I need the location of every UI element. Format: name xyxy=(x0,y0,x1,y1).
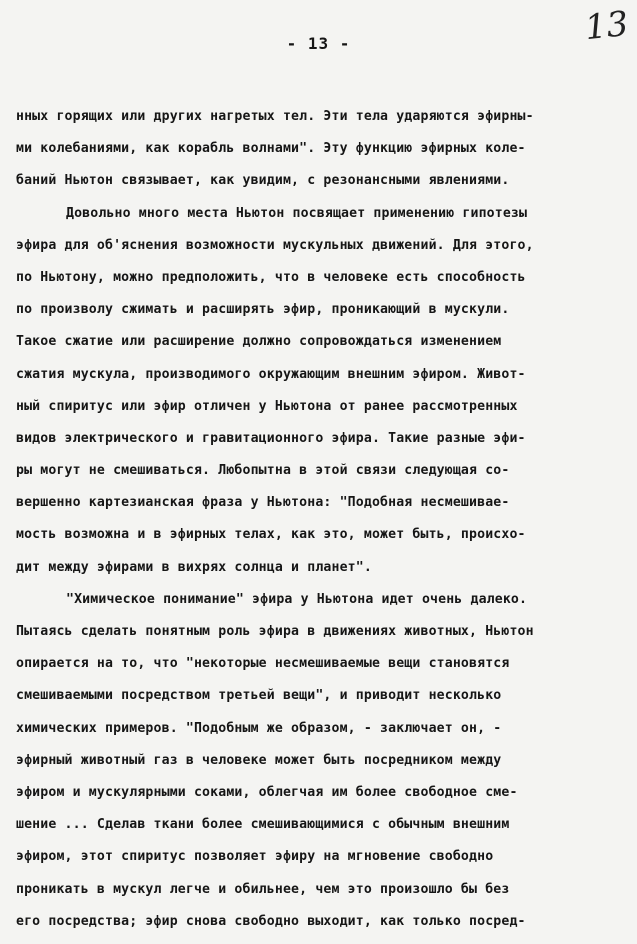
text-line: по Ньютону, можно предположить, что в человеке есть способность xyxy=(16,269,526,285)
text-line: мость возможна и в эфирных телах, как это, может быть, происхо- xyxy=(16,527,526,543)
text-line: сжатия мускула, производимого окружающим внешним эфиром. Живот- xyxy=(16,366,526,382)
text-line: эфиром, этот спиритус позволяет эфиру на мгновение свободно xyxy=(16,849,494,865)
text-line: ный спиритус или эфир отличен у Ньютона от ранее рассмотренных xyxy=(16,398,518,414)
text-line: вершенно картезианская фраза у Ньютона: "Подобная несмешивае- xyxy=(16,495,510,511)
text-line: Довольно много места Ньютон посвящает применению гипотезы xyxy=(66,205,528,221)
text-line: эфира для об'яснения возможности мускульных движений. Для этого, xyxy=(16,237,534,253)
text-line: проникать в мускул легче и обильнее, чем это произошло бы без xyxy=(16,881,510,897)
text-line: его посредства; эфир снова свободно выходит, как только посред- xyxy=(16,913,526,929)
text-line: нных горящих или других нагретых тел. Эти тела ударяются эфирны- xyxy=(16,109,534,124)
text-line: эфиром и мускулярными соками, облегчая им более свободное сме- xyxy=(16,784,518,800)
page-number: - 13 - xyxy=(286,34,351,53)
text-line: по произволу сжимать и расширять эфир, проникающий в мускули. xyxy=(16,302,510,318)
text-line: шение ... Сделав ткани более смешивающимися с обычным внешним xyxy=(16,817,510,833)
text-line: эфирный животный газ в человеке может быть посредником между xyxy=(16,752,502,768)
text-line: "Химическое понимание" эфира у Ньютона идет очень далеко. xyxy=(66,591,528,607)
handwritten-folio-number: 13 xyxy=(583,3,631,49)
text-line: ми колебаниями, как корабль волнами". Эту функцию эфирных коле- xyxy=(16,141,526,157)
text-line: дит между эфирами в вихрях солнца и планет". xyxy=(16,559,372,575)
text-line: смешиваемыми посредством третьей вещи", и приводит несколько xyxy=(16,688,502,704)
text-line: ры могут не смешиваться. Любопытна в этой связи следующая со- xyxy=(16,463,510,479)
text-line: Такое сжатие или расширение должно сопровождаться изменением xyxy=(16,334,502,350)
text-line: Пытаясь сделать понятным роль эфира в движениях животных, Ньютон xyxy=(16,624,534,639)
text-line: видов электрического и гравитационного эфира. Такие разные эфи- xyxy=(16,430,526,446)
text-line: опирается на то, что "некоторые несмешиваемые вещи становятся xyxy=(16,656,510,672)
text-line: баний Ньютон связывает, как увидим, с резонансными явлениями. xyxy=(16,173,510,189)
text-line: химических примеров. "Подобным же образом, - заключает он, - xyxy=(16,720,502,736)
text-body xyxy=(16,101,630,938)
